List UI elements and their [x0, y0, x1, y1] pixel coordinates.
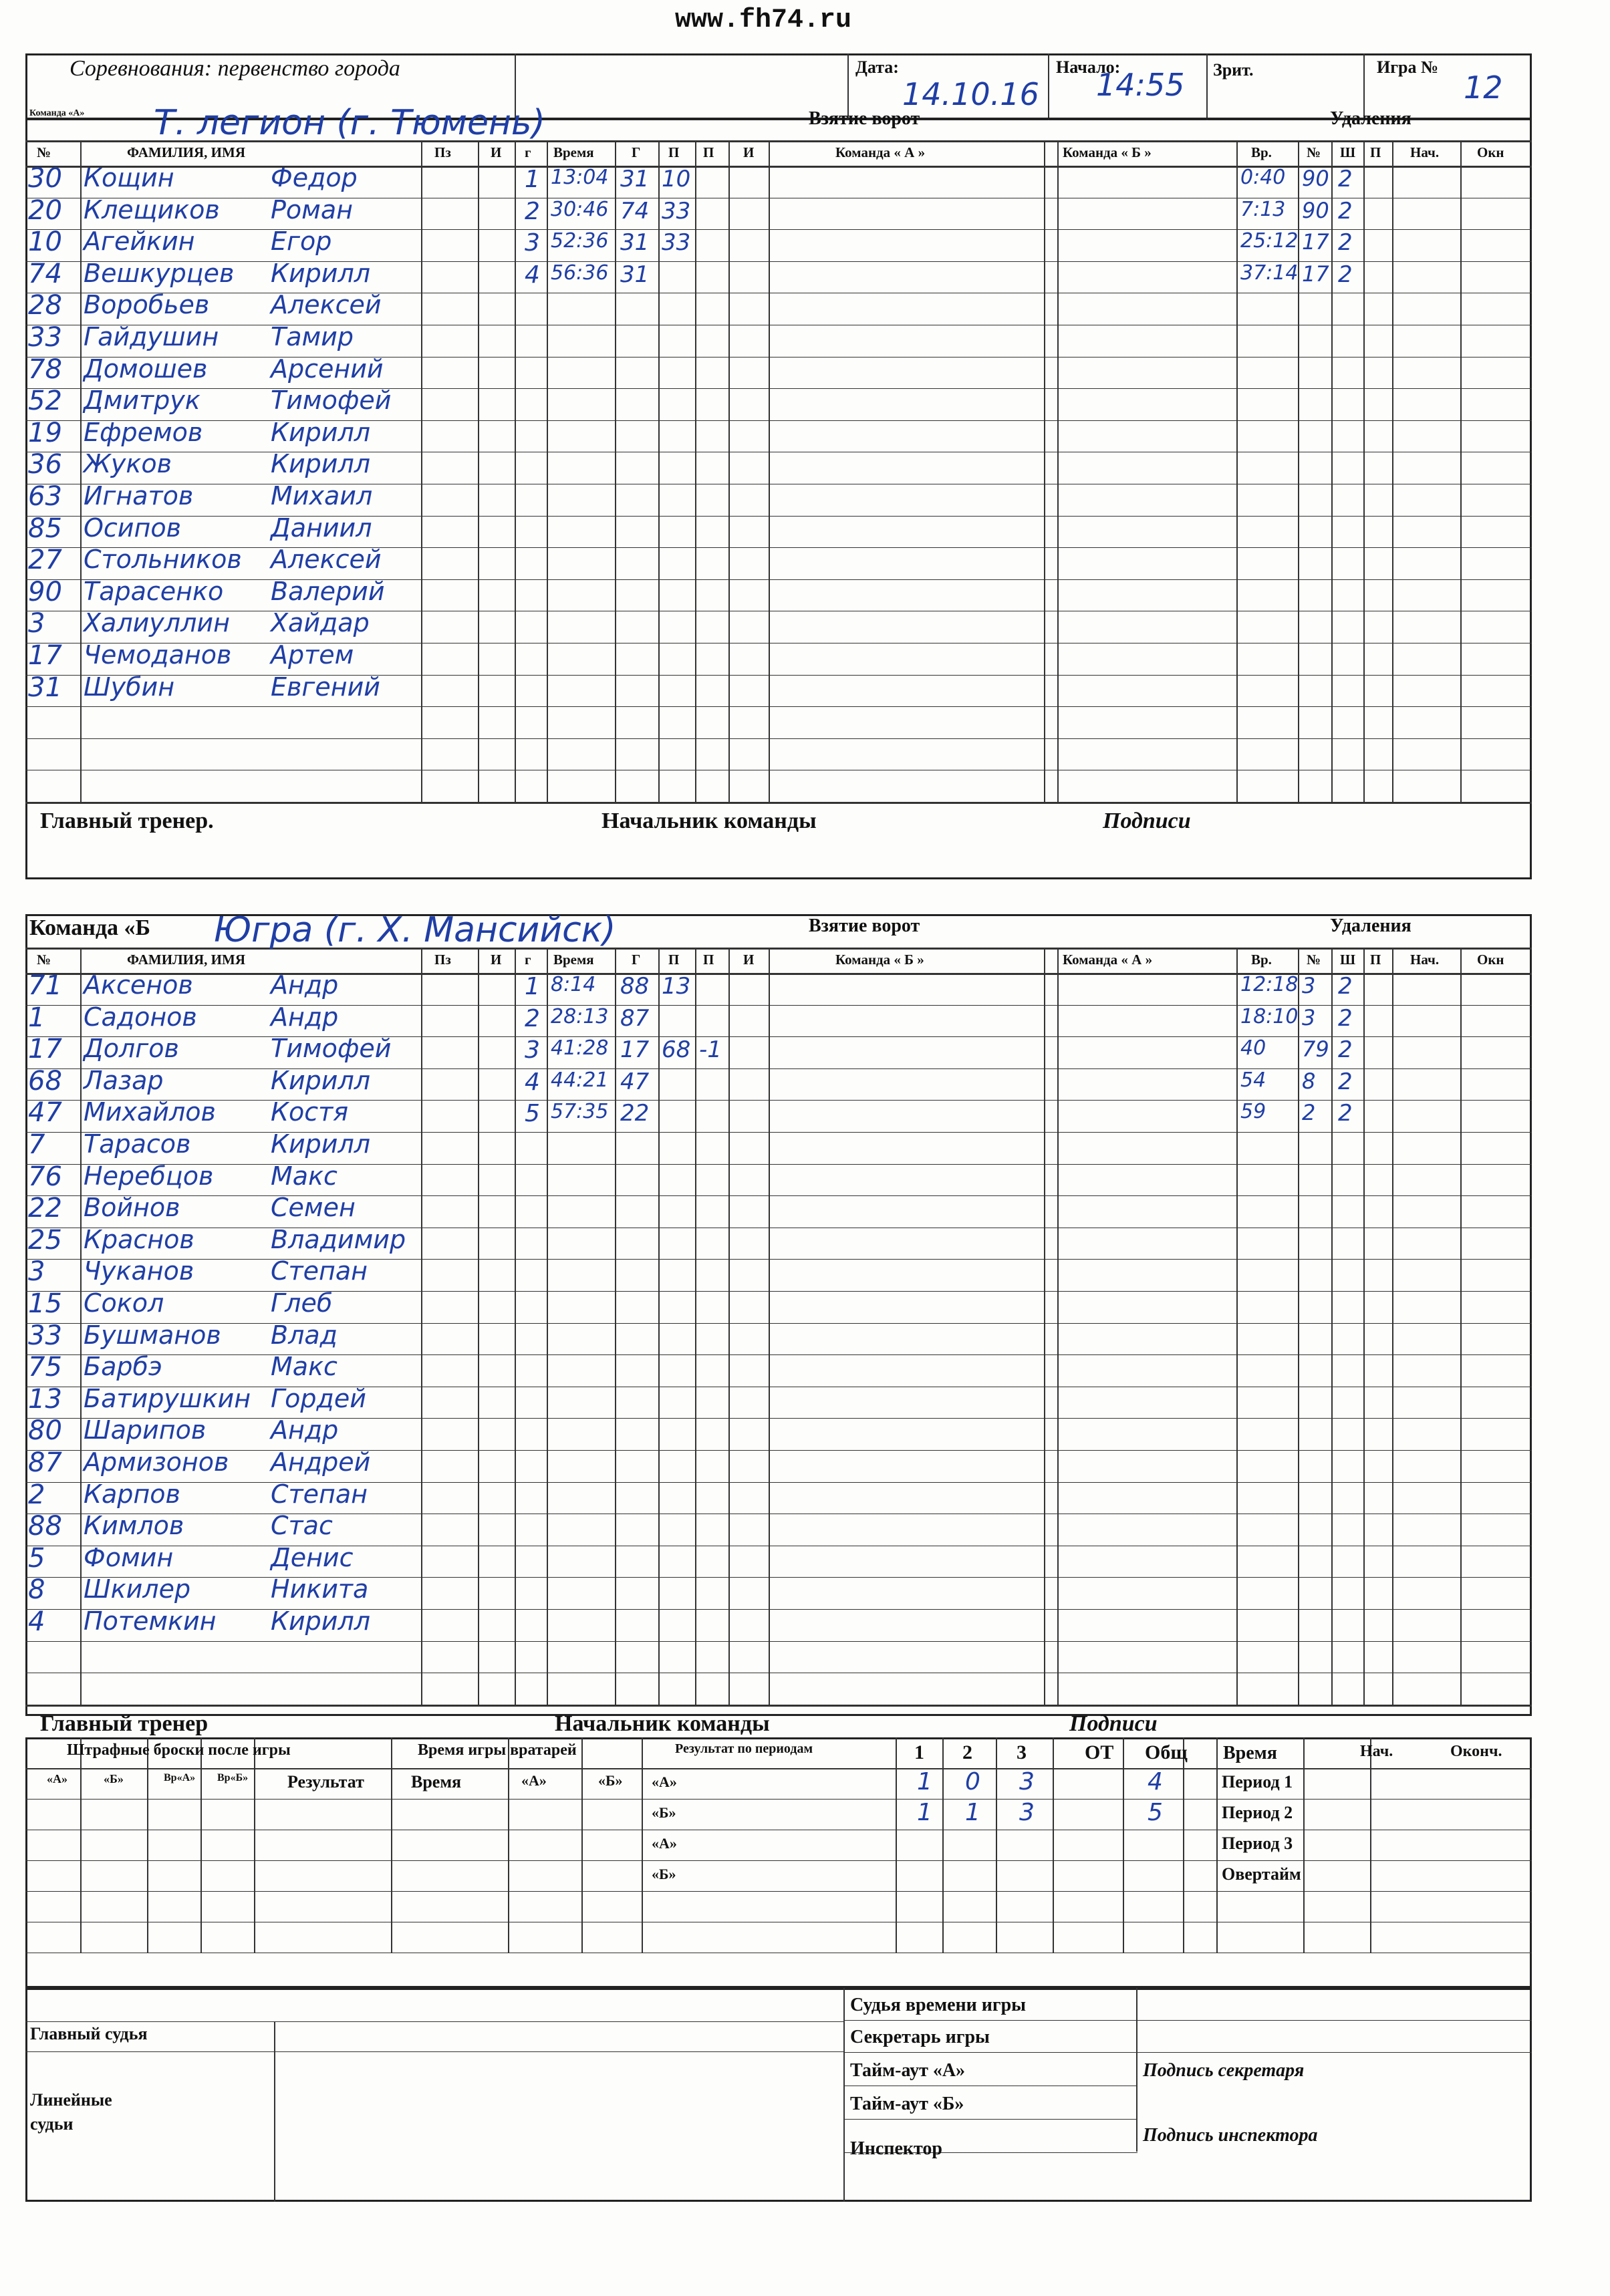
period-col-0: 1 — [914, 1741, 924, 1763]
teamB-penalties-heading: Удаления — [1330, 915, 1412, 936]
teamA-player-num: 19 — [28, 417, 62, 448]
score-a: 4 — [1148, 1768, 1163, 1796]
teamA-player-first: Артем — [271, 640, 354, 670]
teamB-col-i: И — [491, 952, 502, 968]
chief-referee: Главный судья — [30, 2024, 148, 2043]
teamB-manager: Начальник команды — [555, 1711, 770, 1736]
timekeeper: Судья времени игры — [850, 1995, 1027, 2015]
teamA-player-first: Кирилл — [271, 449, 371, 479]
teamB-player-first: Кирилл — [271, 1606, 371, 1636]
period-label-3: Овертайм — [1222, 1864, 1301, 1884]
teamA-player-first: Валерий — [271, 576, 385, 606]
teamA-player-num: 17 — [28, 640, 62, 671]
teamB-player-num: 22 — [28, 1193, 62, 1224]
teamA-player-last: Агейкин — [84, 227, 195, 257]
shoot-a: «А» — [47, 1772, 68, 1785]
teamA-col-pen_time: Вр. — [1251, 144, 1272, 160]
teamB-player-first: Андр — [271, 1415, 339, 1445]
teamB-goal-time: 28:13 — [551, 1004, 609, 1028]
teamB-coach: Главный тренер — [40, 1711, 209, 1736]
teamB-player-last: Краснов — [84, 1224, 194, 1254]
teamA-player-first: Михаил — [271, 481, 373, 511]
teamA-player-last: Шубин — [84, 672, 175, 702]
teamB-player-first: Андр — [271, 1002, 339, 1032]
teamB-player-num: 3 — [28, 1256, 45, 1288]
teamA-player-last: Кощин — [84, 163, 174, 192]
teamB-pen-min: 2 — [1338, 1036, 1353, 1064]
teamA-signatures: Подписи — [1103, 809, 1191, 833]
score-b: 1 — [965, 1799, 980, 1826]
teamA-player-first: Роман — [271, 194, 353, 225]
competition-title: Соревнования: первенство города — [70, 56, 400, 81]
teamA-goal-no: 1 — [525, 166, 540, 193]
teamA-goal-assist: 10 — [662, 166, 691, 192]
teamA-goal-no: 4 — [525, 261, 540, 289]
teamB-player-first: Никита — [271, 1574, 369, 1604]
teamA-player-num: 31 — [28, 672, 62, 703]
inspector: Инспектор — [850, 2138, 942, 2159]
teamB-player-last: Потемкин — [84, 1606, 217, 1636]
teamB-pen-num: 8 — [1302, 1068, 1316, 1094]
teamB-player-first: Степан — [271, 1479, 368, 1509]
period-col-2: 3 — [1017, 1741, 1027, 1763]
teamA-col-pen_num: № — [1307, 144, 1321, 160]
teamA-goal-scorer: 31 — [620, 229, 650, 257]
teamA-col-pen_end: Окн — [1477, 144, 1504, 160]
teamB-player-last: Неребцов — [84, 1161, 214, 1191]
teamB-pen-time: 54 — [1240, 1068, 1266, 1092]
teamB-player-first: Макс — [271, 1352, 338, 1382]
teamB-col-I2: И — [743, 952, 755, 968]
teamB-player-num: 71 — [28, 970, 62, 1001]
teamB-col-pen_end: Окн — [1477, 952, 1504, 968]
teamA-player-num: 74 — [28, 258, 62, 289]
teamA-player-last: Халиуллин — [84, 608, 230, 638]
game-value: 12 — [1464, 69, 1503, 106]
teamA-player-num: 27 — [28, 545, 62, 576]
teamB-pen-time: 18:10 — [1240, 1004, 1299, 1028]
teamB-name: Югра (г. Х. Мансийск) — [214, 910, 616, 950]
teamB-goal-assist: 68 — [662, 1036, 691, 1064]
spectators-label: Зрит. — [1213, 60, 1254, 80]
teamB-player-first: Влад — [271, 1320, 338, 1350]
teamB-player-num: 8 — [28, 1574, 45, 1606]
game-label: Игра № — [1377, 57, 1439, 77]
teamB-player-first: Кирилл — [271, 1129, 371, 1159]
teamB-goal-time: 57:35 — [551, 1100, 609, 1124]
teamB-col-pen_num: № — [1307, 952, 1321, 968]
teamB-player-last: Кимлов — [84, 1511, 184, 1541]
teamA-player-last: Гайдушин — [84, 322, 219, 351]
period-row-2: «А» — [652, 1835, 677, 1852]
teamB-col-pz: Пз — [434, 952, 451, 968]
teamB-col-P2: П — [703, 952, 714, 968]
period-col-1: 2 — [962, 1741, 972, 1763]
teamA-goal-assist: 33 — [662, 229, 691, 257]
teamB-pen-min: 2 — [1338, 1100, 1353, 1127]
period-end: Оконч. — [1450, 1743, 1502, 1760]
period-col-3: ОТ — [1085, 1741, 1114, 1763]
teamB-goal-assist: 13 — [662, 973, 691, 1000]
teamB-col-num: № — [37, 952, 51, 968]
teamB-player-first: Денис — [271, 1542, 354, 1572]
teamB-player-first: Владимир — [271, 1224, 406, 1254]
shoot-vr-b: Вр«Б» — [217, 1772, 249, 1783]
score-b: 3 — [1019, 1799, 1035, 1826]
teamA-pen-time: 7:13 — [1240, 197, 1286, 221]
teamA-player-first: Егор — [271, 227, 332, 257]
teamA-player-last: Стольников — [84, 545, 242, 575]
teamA-player-num: 36 — [28, 449, 62, 480]
teamB-player-last: Сокол — [84, 1288, 164, 1318]
teamB-player-first: Семен — [271, 1193, 356, 1223]
teamB-player-last: Лазар — [84, 1065, 164, 1095]
teamB-player-last: Шарипов — [84, 1415, 207, 1445]
teamA-player-num: 10 — [28, 227, 62, 258]
teamB-pen-min: 2 — [1338, 1004, 1353, 1032]
teamA-col-i: И — [491, 144, 502, 160]
teamB-player-last: Барбэ — [84, 1352, 162, 1382]
score-a: 3 — [1019, 1768, 1035, 1796]
teamA-col-time: Время — [553, 144, 594, 160]
teamA-pen-time: 0:40 — [1240, 166, 1286, 189]
teamB-col-team_a_col: Команда « А » — [1063, 952, 1153, 968]
period-time: Время — [1223, 1743, 1277, 1763]
teamB-player-first: Гордей — [271, 1383, 366, 1413]
teamB-col-team_b_col: Команда « Б » — [835, 952, 924, 968]
teamA-player-first: Алексей — [271, 290, 382, 320]
teamA-player-last: Тарасенко — [84, 576, 224, 606]
teamA-goals-heading: Взятие ворот — [809, 108, 920, 129]
teamA-goal-no: 2 — [525, 197, 540, 225]
period-row-1: «Б» — [652, 1804, 676, 1821]
teamB-player-last: Долгов — [84, 1034, 179, 1064]
teamB-goal-scorer: 22 — [620, 1100, 650, 1127]
teamA-pen-min: 2 — [1338, 261, 1353, 288]
teamB-player-num: 47 — [28, 1097, 62, 1129]
teamB-player-first: Кирилл — [271, 1065, 371, 1095]
teamA-col-I2: И — [743, 144, 755, 160]
teamB-player-last: Чуканов — [84, 1256, 194, 1286]
teamA-col-pen_start: Нач. — [1410, 144, 1440, 160]
teamA-pen-num: 90 — [1302, 197, 1329, 223]
teamA-player-first: Хайдар — [271, 608, 370, 638]
teamA-goal-time: 30:46 — [551, 197, 609, 221]
teamB-player-num: 4 — [28, 1606, 45, 1637]
shoot-b: «Б» — [104, 1772, 124, 1785]
teamA-player-first: Даниил — [271, 513, 372, 543]
teamA-col-G: Г — [632, 144, 641, 160]
teamA-player-last: Ефремов — [84, 417, 203, 447]
teamA-pen-num: 17 — [1302, 261, 1329, 287]
teamB-player-num: 80 — [28, 1415, 62, 1447]
teamB-player-last: Аксенов — [84, 970, 193, 1000]
team-b-section — [25, 914, 1532, 1716]
teamB-col-time: Время — [553, 952, 594, 968]
teamA-player-last: Игнатов — [84, 481, 194, 511]
shoot-vr-a: Вр«А» — [164, 1772, 196, 1783]
teamB-goal-no: 5 — [525, 1100, 540, 1128]
teamB-col-g: г — [525, 952, 531, 968]
teamB-player-first: Андр — [271, 970, 339, 1000]
teamA-col-pz: Пз — [434, 144, 451, 160]
teamB-player-last: Войнов — [84, 1193, 180, 1223]
teamA-player-num: 85 — [28, 513, 62, 544]
teamA-goal-no: 3 — [525, 229, 540, 257]
teamA-col-name: ФАМИЛИЯ, ИМЯ — [127, 144, 246, 160]
teamB-player-first: Макс — [271, 1161, 338, 1191]
teamB-col-pen_sh: Ш — [1340, 952, 1356, 968]
teamB-pen-min: 2 — [1338, 973, 1353, 1000]
shootout-heading: Штрафные броски после игры — [67, 1741, 291, 1759]
teamB-col-pen_p: П — [1370, 952, 1381, 968]
teamA-player-num: 33 — [28, 322, 62, 353]
teamB-player-num: 15 — [28, 1288, 62, 1319]
teamB-player-last: Садонов — [84, 1002, 197, 1032]
period-results-heading: Результат по периодам — [675, 1741, 813, 1756]
teamA-player-last: Вешкурцев — [84, 258, 235, 288]
teamB-pen-min: 2 — [1338, 1068, 1353, 1095]
teamA-pen-min: 2 — [1338, 229, 1353, 257]
teamA-player-first: Кирилл — [271, 417, 371, 447]
teamB-goal-no: 3 — [525, 1036, 540, 1064]
teamB-goal-no: 2 — [525, 1004, 540, 1032]
teamA-player-last: Воробьев — [84, 290, 210, 320]
teamB-player-last: Бушманов — [84, 1320, 221, 1350]
secretary: Секретарь игры — [850, 2027, 990, 2047]
teamA-player-first: Арсений — [271, 353, 384, 384]
teamA-pen-time: 25:12 — [1240, 229, 1299, 253]
teamB-player-first: Степан — [271, 1256, 368, 1286]
period-label-2: Период 3 — [1222, 1834, 1293, 1853]
teamA-label: Команда «А» — [29, 108, 85, 118]
score-a: 0 — [965, 1768, 980, 1796]
teamB-goal-time: 44:21 — [551, 1068, 609, 1092]
teamA-player-first: Алексей — [271, 545, 382, 575]
teamB-col-P1: П — [668, 952, 680, 968]
teamB-player-num: 17 — [28, 1034, 62, 1065]
teamA-col-team_a_col: Команда « А » — [835, 144, 926, 160]
teamB-player-num: 1 — [28, 1002, 45, 1033]
teamA-player-num: 78 — [28, 353, 62, 385]
teamA-goal-scorer: 74 — [620, 197, 650, 225]
teamB-player-first: Тимофей — [271, 1034, 392, 1064]
linesmen: Линейные судьи — [30, 2090, 112, 2134]
teamB-goal-scorer: 17 — [620, 1036, 650, 1064]
teamA-player-last: Дмитрук — [84, 386, 200, 416]
teamA-player-last: Домошев — [84, 353, 208, 384]
shoot-result: Результат — [287, 1772, 364, 1791]
teamA-goal-scorer: 31 — [620, 166, 650, 192]
period-start: Нач. — [1360, 1743, 1393, 1760]
teamB-goals-heading: Взятие ворот — [809, 915, 920, 936]
teamA-player-num: 52 — [28, 386, 62, 417]
teamA-player-first: Тимофей — [271, 386, 392, 416]
teamA-player-first: Федор — [271, 163, 358, 192]
teamB-pen-num: 3 — [1302, 1004, 1316, 1030]
teamB-goal-scorer: 87 — [620, 1004, 650, 1032]
period-label-1: Период 2 — [1222, 1803, 1293, 1822]
goalie-a: «А» — [521, 1772, 547, 1789]
teamB-player-last: Армизонов — [84, 1447, 229, 1477]
teamA-player-last: Жуков — [84, 449, 172, 479]
teamA-player-num: 3 — [28, 608, 45, 639]
teamA-col-P1: П — [668, 144, 680, 160]
teamA-col-team_b_col: Команда « Б » — [1063, 144, 1152, 160]
teamB-goal-scorer: 88 — [620, 973, 650, 1000]
teamB-player-first: Костя — [271, 1097, 349, 1127]
period-col-4: Общ — [1145, 1741, 1188, 1763]
goalie-b: «Б» — [598, 1772, 623, 1789]
teamB-player-first: Глеб — [271, 1288, 333, 1318]
timeout-b: Тайм-аут «Б» — [850, 2094, 964, 2114]
teamB-player-num: 68 — [28, 1065, 62, 1097]
goalie-time-heading: Время игры вратарей — [418, 1741, 577, 1759]
teamB-pen-num: 79 — [1302, 1036, 1329, 1062]
teamA-goal-scorer: 31 — [620, 261, 650, 288]
teamA-manager: Начальник команды — [601, 809, 817, 833]
teamB-pen-num: 2 — [1302, 1100, 1316, 1126]
teamA-player-num: 30 — [28, 163, 62, 194]
teamB-player-first: Андрей — [271, 1447, 371, 1477]
teamB-signatures: Подписи — [1069, 1711, 1158, 1736]
teamA-player-num: 20 — [28, 194, 62, 226]
teamB-player-num: 25 — [28, 1224, 62, 1256]
teamA-goal-time: 56:36 — [551, 261, 609, 285]
site-url: www.fh74.ru — [675, 5, 852, 35]
score-b: 5 — [1148, 1799, 1163, 1826]
teamA-col-num: № — [37, 144, 51, 160]
teamB-player-num: 7 — [28, 1129, 45, 1160]
teamB-pen-num: 3 — [1302, 973, 1316, 998]
teamB-goal-time: 8:14 — [551, 973, 596, 996]
period-row-3: «Б» — [652, 1866, 676, 1882]
start-value: 14:55 — [1096, 67, 1185, 103]
teamB-pen-time: 59 — [1240, 1100, 1266, 1124]
period-label-0: Период 1 — [1222, 1772, 1293, 1791]
teamB-col-name: ФАМИЛИЯ, ИМЯ — [127, 952, 246, 968]
date-value: 14.10.16 — [902, 76, 1039, 112]
teamA-pen-min: 2 — [1338, 166, 1353, 192]
teamB-player-num: 5 — [28, 1542, 45, 1574]
teamB-player-num: 13 — [28, 1383, 62, 1415]
teamB-col-G: Г — [632, 952, 641, 968]
teamB-player-first: Стас — [271, 1511, 333, 1541]
teamA-player-last: Осипов — [84, 513, 181, 543]
teamA-pen-time: 37:14 — [1240, 261, 1299, 285]
teamA-player-num: 90 — [28, 576, 62, 607]
teamB-goal-time: 41:28 — [551, 1036, 609, 1060]
teamA-goal-time: 13:04 — [551, 166, 609, 189]
teamB-pen-time: 40 — [1240, 1036, 1266, 1060]
teamB-label: Команда «Б — [29, 915, 151, 940]
teamA-pen-num: 90 — [1302, 166, 1329, 191]
teamA-goal-time: 52:36 — [551, 229, 609, 253]
score-a: 1 — [917, 1768, 932, 1796]
teamB-player-num: 2 — [28, 1479, 45, 1510]
teamA-penalties-heading: Удаления — [1330, 108, 1412, 129]
start-label: Начало: — [1056, 57, 1121, 77]
teamA-coach: Главный тренер. — [40, 809, 214, 833]
teamA-player-num: 63 — [28, 481, 62, 512]
teamB-goal-assist2: -1 — [699, 1036, 722, 1064]
teamA-player-first: Кирилл — [271, 258, 371, 288]
teamB-player-num: 75 — [28, 1352, 62, 1383]
teamB-player-last: Фомин — [84, 1542, 174, 1572]
timeout-a: Тайм-аут «А» — [850, 2060, 966, 2081]
teamB-player-last: Шкилер — [84, 1574, 191, 1604]
goalie-time: Время — [411, 1772, 462, 1791]
teamA-player-last: Чемоданов — [84, 640, 232, 670]
date-label: Дата: — [855, 57, 899, 77]
teamB-player-num: 76 — [28, 1161, 62, 1192]
teamB-col-pen_time: Вр. — [1251, 952, 1272, 968]
teamA-goal-assist: 33 — [662, 197, 691, 225]
teamB-player-num: 33 — [28, 1320, 62, 1351]
teamB-col-pen_start: Нач. — [1410, 952, 1440, 968]
secretary-signature: Подпись секретаря — [1143, 2060, 1305, 2081]
score-b: 1 — [917, 1799, 932, 1826]
teamA-player-first: Евгений — [271, 672, 380, 702]
teamA-player-num: 28 — [28, 290, 62, 321]
teamA-pen-num: 17 — [1302, 229, 1329, 255]
teamA-col-P2: П — [703, 144, 714, 160]
teamA-col-pen_p: П — [1370, 144, 1381, 160]
teamA-name: Т. легион (г. Тюмень) — [154, 103, 545, 143]
teamB-player-num: 88 — [28, 1511, 62, 1542]
teamB-player-last: Батирушкин — [84, 1383, 251, 1413]
inspector-signature: Подпись инспектора — [1143, 2125, 1318, 2146]
teamB-pen-time: 12:18 — [1240, 973, 1299, 996]
teamA-col-pen_sh: Ш — [1340, 144, 1356, 160]
teamA-col-g: г — [525, 144, 531, 160]
teamB-goal-scorer: 47 — [620, 1068, 650, 1095]
results-section — [25, 1737, 1532, 1988]
teamB-player-last: Карпов — [84, 1479, 180, 1509]
teamA-player-first: Тамир — [271, 322, 354, 351]
teamB-goal-no: 1 — [525, 973, 540, 1000]
teamB-player-num: 87 — [28, 1447, 62, 1478]
teamB-player-last: Михайлов — [84, 1097, 216, 1127]
period-row-0: «А» — [652, 1773, 677, 1790]
teamB-player-last: Тарасов — [84, 1129, 191, 1159]
teamB-goal-no: 4 — [525, 1068, 540, 1096]
teamA-player-last: Клещиков — [84, 194, 220, 225]
teamA-pen-min: 2 — [1338, 197, 1353, 225]
